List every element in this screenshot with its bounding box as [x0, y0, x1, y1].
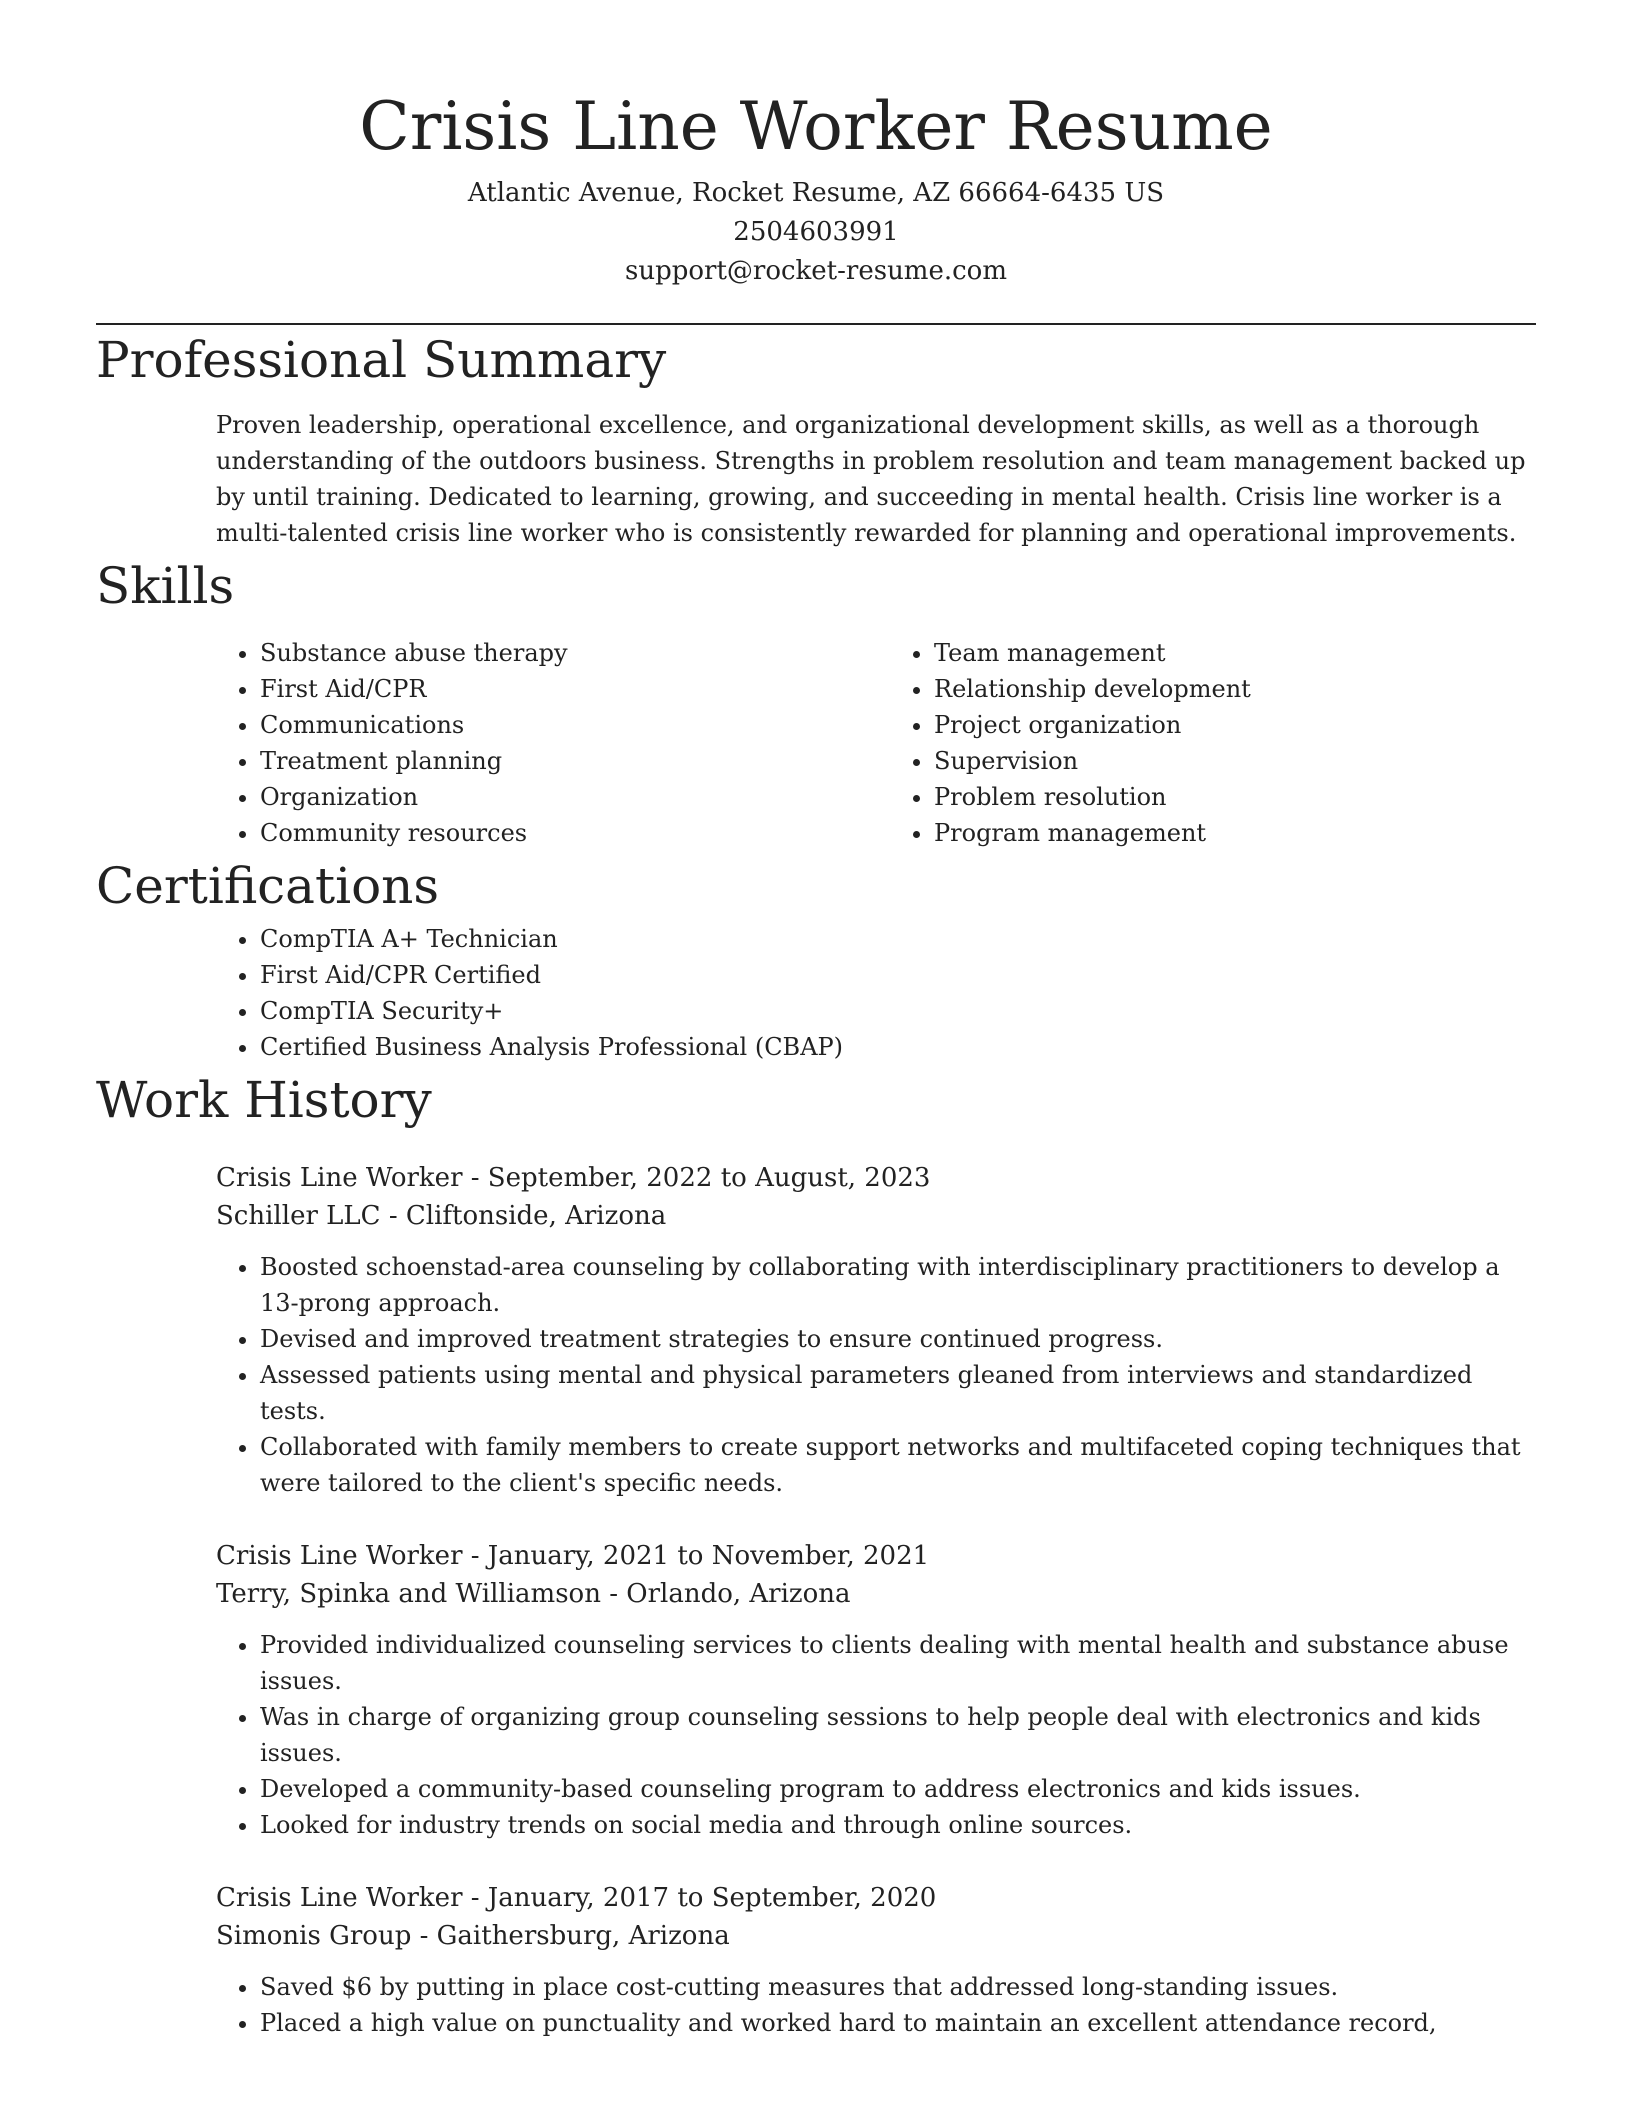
resume-page [96, 0, 1536, 2041]
certifications-heading: Certifications [96, 857, 440, 915]
certification-item: • First Aid/CPR Certified [260, 957, 1536, 993]
skill-item: • Organization [260, 779, 910, 815]
skill-item: • Relationship development [934, 671, 1470, 707]
job-bullets [96, 1249, 1536, 1501]
work-history-heading: Work History [96, 1071, 432, 1129]
skill-item: • Supervision [934, 743, 1470, 779]
skill-item: • Community resources [260, 815, 910, 851]
job-bullet: • Saved $6 by putting in place cost-cutting measures that addressed long-standing issues. [260, 1969, 1536, 2005]
skills-list-left [96, 635, 910, 851]
skills-list-right [910, 635, 1470, 851]
skill-item: • Communications [260, 707, 910, 743]
skill-item: • Project organization [934, 707, 1470, 743]
job-bullet: • Devised and improved treatment strategies to ensure continued progress. [260, 1321, 1536, 1357]
job-entry [96, 1159, 1536, 1501]
job-bullet: • Developed a community-based counseling program to address electronics and kids issues. [260, 1771, 1536, 1807]
resume-title: Crisis Line Worker Resume [359, 88, 1273, 165]
certification-item: • CompTIA Security+ [260, 993, 1536, 1029]
job-title-line: Crisis Line Worker - January, 2017 to September, 2020 [216, 1883, 937, 1913]
job-title-line: Crisis Line Worker - September, 2022 to August, 2023 [216, 1163, 931, 1193]
skill-item: • Treatment planning [260, 743, 910, 779]
job-company-line: Schiller LLC - Cliftonside, Arizona [216, 1201, 667, 1231]
job-bullet: • Looked for industry trends on social media and through online sources. [260, 1807, 1536, 1843]
job-entry [96, 1879, 1536, 2041]
certification-item: • Certified Business Analysis Professional (CBAP) [260, 1029, 1536, 1065]
job-bullet: • Collaborated with family members to create support networks and multifaceted coping techniques that were tailored to the client's specific needs. [260, 1429, 1536, 1501]
contact-address: Atlantic Avenue, Rocket Resume, AZ 66664-6435 US [467, 178, 1165, 208]
skill-item: • Team management [934, 635, 1470, 671]
job-company-line: Terry, Spinka and Williamson - Orlando, Arizona [216, 1579, 851, 1609]
summary-heading: Professional Summary [96, 331, 667, 389]
contact-email: support@rocket-resume.com [624, 256, 1007, 286]
skills-heading: Skills [96, 557, 235, 615]
job-bullet: • Placed a high value on punctuality and worked hard to maintain an excellent attendance record, [260, 2005, 1536, 2041]
skill-item: • Substance abuse therapy [260, 635, 910, 671]
job-bullet: • Assessed patients using mental and physical parameters gleaned from interviews and standardized tests. [260, 1357, 1536, 1429]
skill-item: • Problem resolution [934, 779, 1470, 815]
job-bullet: • Boosted schoenstad-area counseling by collaborating with interdisciplinary practitioners to develop a 13-prong approach. [260, 1249, 1536, 1321]
skill-item: • Program management [934, 815, 1470, 851]
skills-columns [96, 635, 1536, 851]
job-bullet: • Provided individualized counseling services to clients dealing with mental health and substance abuse issues. [260, 1627, 1536, 1699]
job-title-line: Crisis Line Worker - January, 2021 to November, 2021 [216, 1541, 930, 1571]
skill-item: • First Aid/CPR [260, 671, 910, 707]
contact-phone: 2504603991 [733, 217, 899, 247]
job-bullets [96, 1627, 1536, 1843]
contact-block [96, 174, 1536, 291]
certification-item: • CompTIA A+ Technician [260, 921, 1536, 957]
certifications-list [96, 921, 1536, 1065]
job-entry [96, 1537, 1536, 1843]
job-bullets [96, 1969, 1536, 2041]
job-company-line: Simonis Group - Gaithersburg, Arizona [216, 1921, 730, 1951]
job-bullet: • Was in charge of organizing group counseling sessions to help people deal with electronics and kids issues. [260, 1699, 1536, 1771]
summary-text: Proven leadership, operational excellence, and organizational development skills, as well as a thorough understanding of the outdoors business. Strengths in problem resolution and team management backed up by until training. Dedicated to learning, growing, and succeeding in mental health. Crisis line worker is a multi-talented crisis line worker who is consistently rewarded for planning and operational improvements. [216, 411, 1526, 547]
